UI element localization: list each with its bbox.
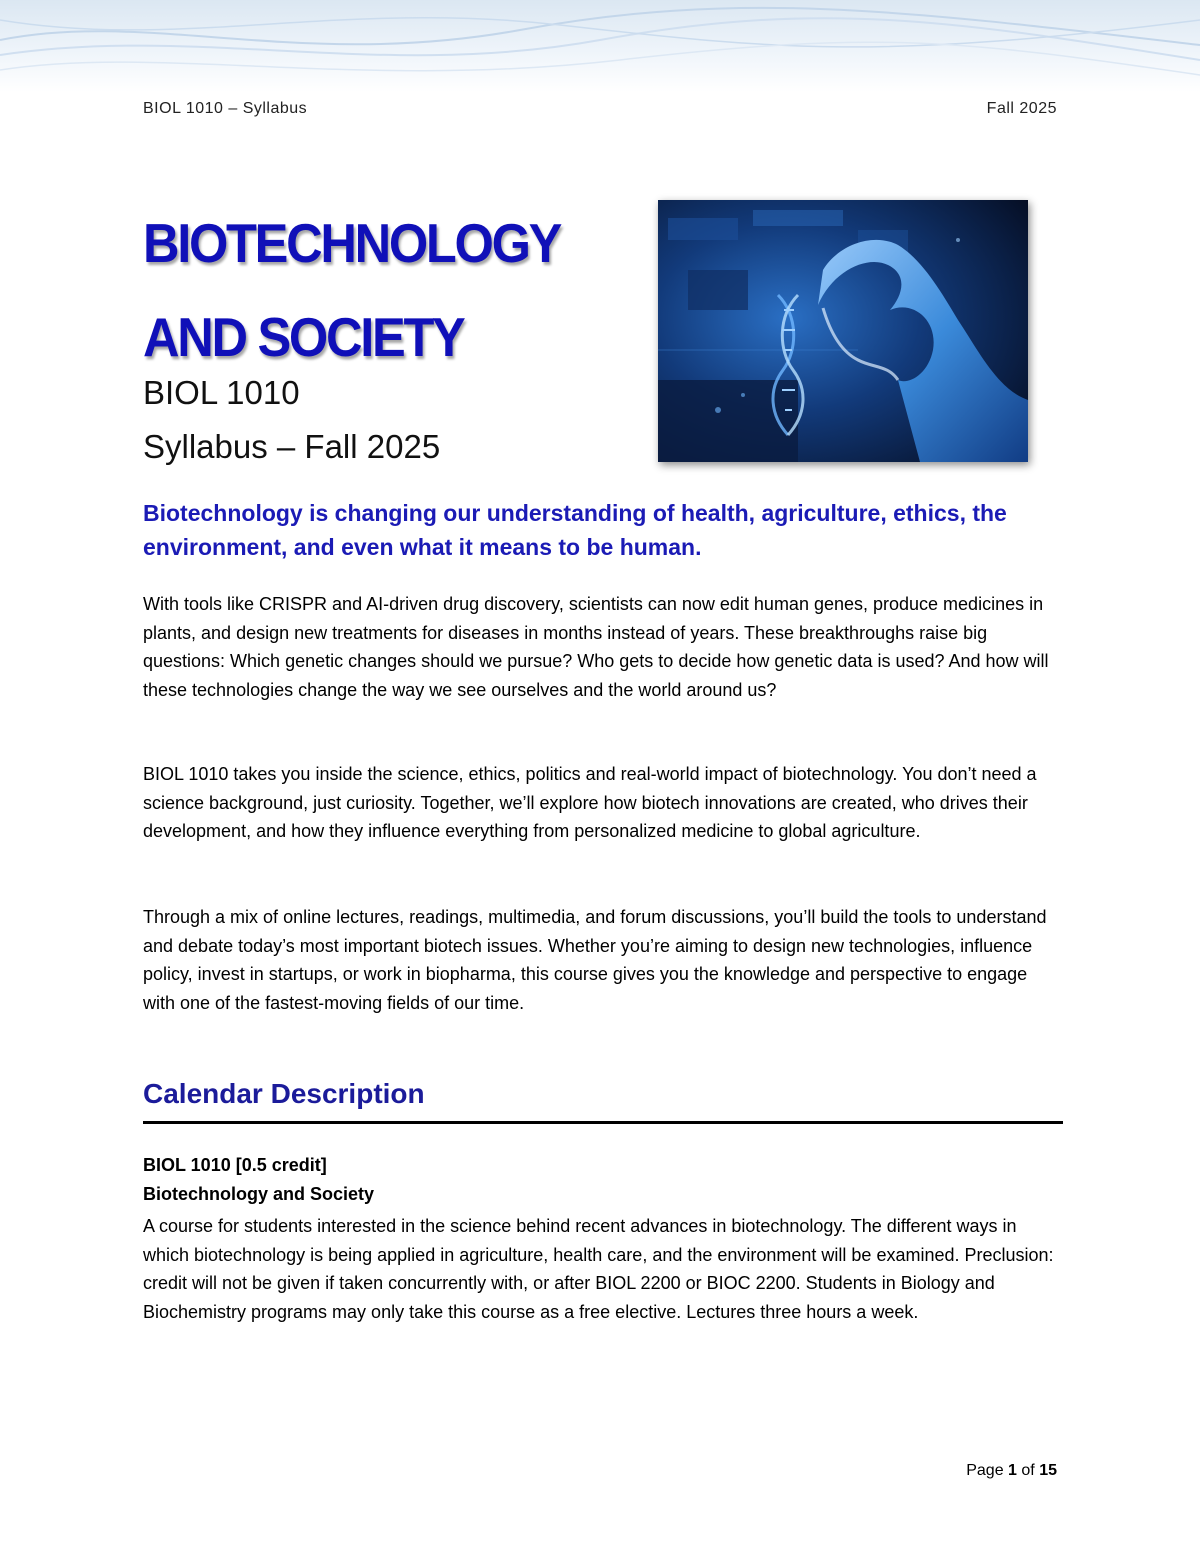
page-current: 1 bbox=[1008, 1462, 1017, 1479]
document-title bbox=[143, 196, 621, 384]
intro-paragraph-1: With tools like CRISPR and AI-driven drug discovery, scientists can now edit human genes, produce medicines in plants, and design new treatments for diseases in months instead of years. These breakthroughs raise big questions: Which genetic changes should we pursue? Who gets to decide how genetic data is used? And how will these technologies change the way we see ourselves and the world around us? bbox=[143, 594, 1049, 700]
title-line-1: BIOTECHNOLOGY bbox=[143, 212, 561, 274]
page-label: Page bbox=[966, 1462, 1004, 1479]
intro-paragraph-3: Through a mix of online lectures, readings, multimedia, and forum discussions, you’ll build the tools to understand and debate today’s most important biotech issues. Whether you’re aiming to design new technologies, influence policy, invest in startups, or work in biopharma, this course gives you the knowledge and perspective to engage with one of the fastest-moving fields of our time. bbox=[143, 907, 1047, 1013]
syllabus-term: Syllabus – Fall 2025 bbox=[143, 428, 441, 465]
gloved-hand-dna-illustration bbox=[658, 200, 1028, 462]
of-label: of bbox=[1021, 1462, 1035, 1479]
page-total: 15 bbox=[1039, 1462, 1057, 1479]
hero-image bbox=[658, 200, 1028, 462]
running-header-right: Fall 2025 bbox=[986, 100, 1057, 117]
title-line-2: AND SOCIETY bbox=[143, 306, 464, 368]
calendar-description-heading: Calendar Description bbox=[143, 1078, 425, 1109]
course-description: A course for students interested in the science behind recent advances in biotechnology. The different ways in which biotechnology is being applied in agriculture, health care, and the environment will be examined. Preclusion: credit will not be given if taken concurrently with, or after BIOL 2200 or BIOC 2200. Students in Biology and Biochemistry programs may only take this course as a free elective. Lectures three hours a week. bbox=[143, 1216, 1054, 1322]
page-number bbox=[966, 1462, 1057, 1480]
header-banner bbox=[0, 0, 1200, 92]
course-credit-line: BIOL 1010 [0.5 credit] bbox=[143, 1155, 327, 1175]
banner-wave-graphic bbox=[0, 0, 1200, 92]
intro-paragraph-2: BIOL 1010 takes you inside the science, ethics, politics and real-world impact of biotechnology. You don’t need a science background, just curiosity. Together, we’ll explore how biotech innovations are created, who drives their development, and how they influence everything from personalized medicine to global agriculture. bbox=[143, 764, 1037, 842]
course-code: BIOL 1010 bbox=[143, 374, 300, 411]
tagline: Biotechnology is changing our understanding of health, agriculture, ethics, the environment, and even what it means to be human. bbox=[143, 500, 1007, 560]
running-header-left: BIOL 1010 – Syllabus bbox=[143, 100, 308, 117]
section-divider bbox=[143, 1121, 1063, 1124]
course-name: Biotechnology and Society bbox=[143, 1184, 375, 1204]
